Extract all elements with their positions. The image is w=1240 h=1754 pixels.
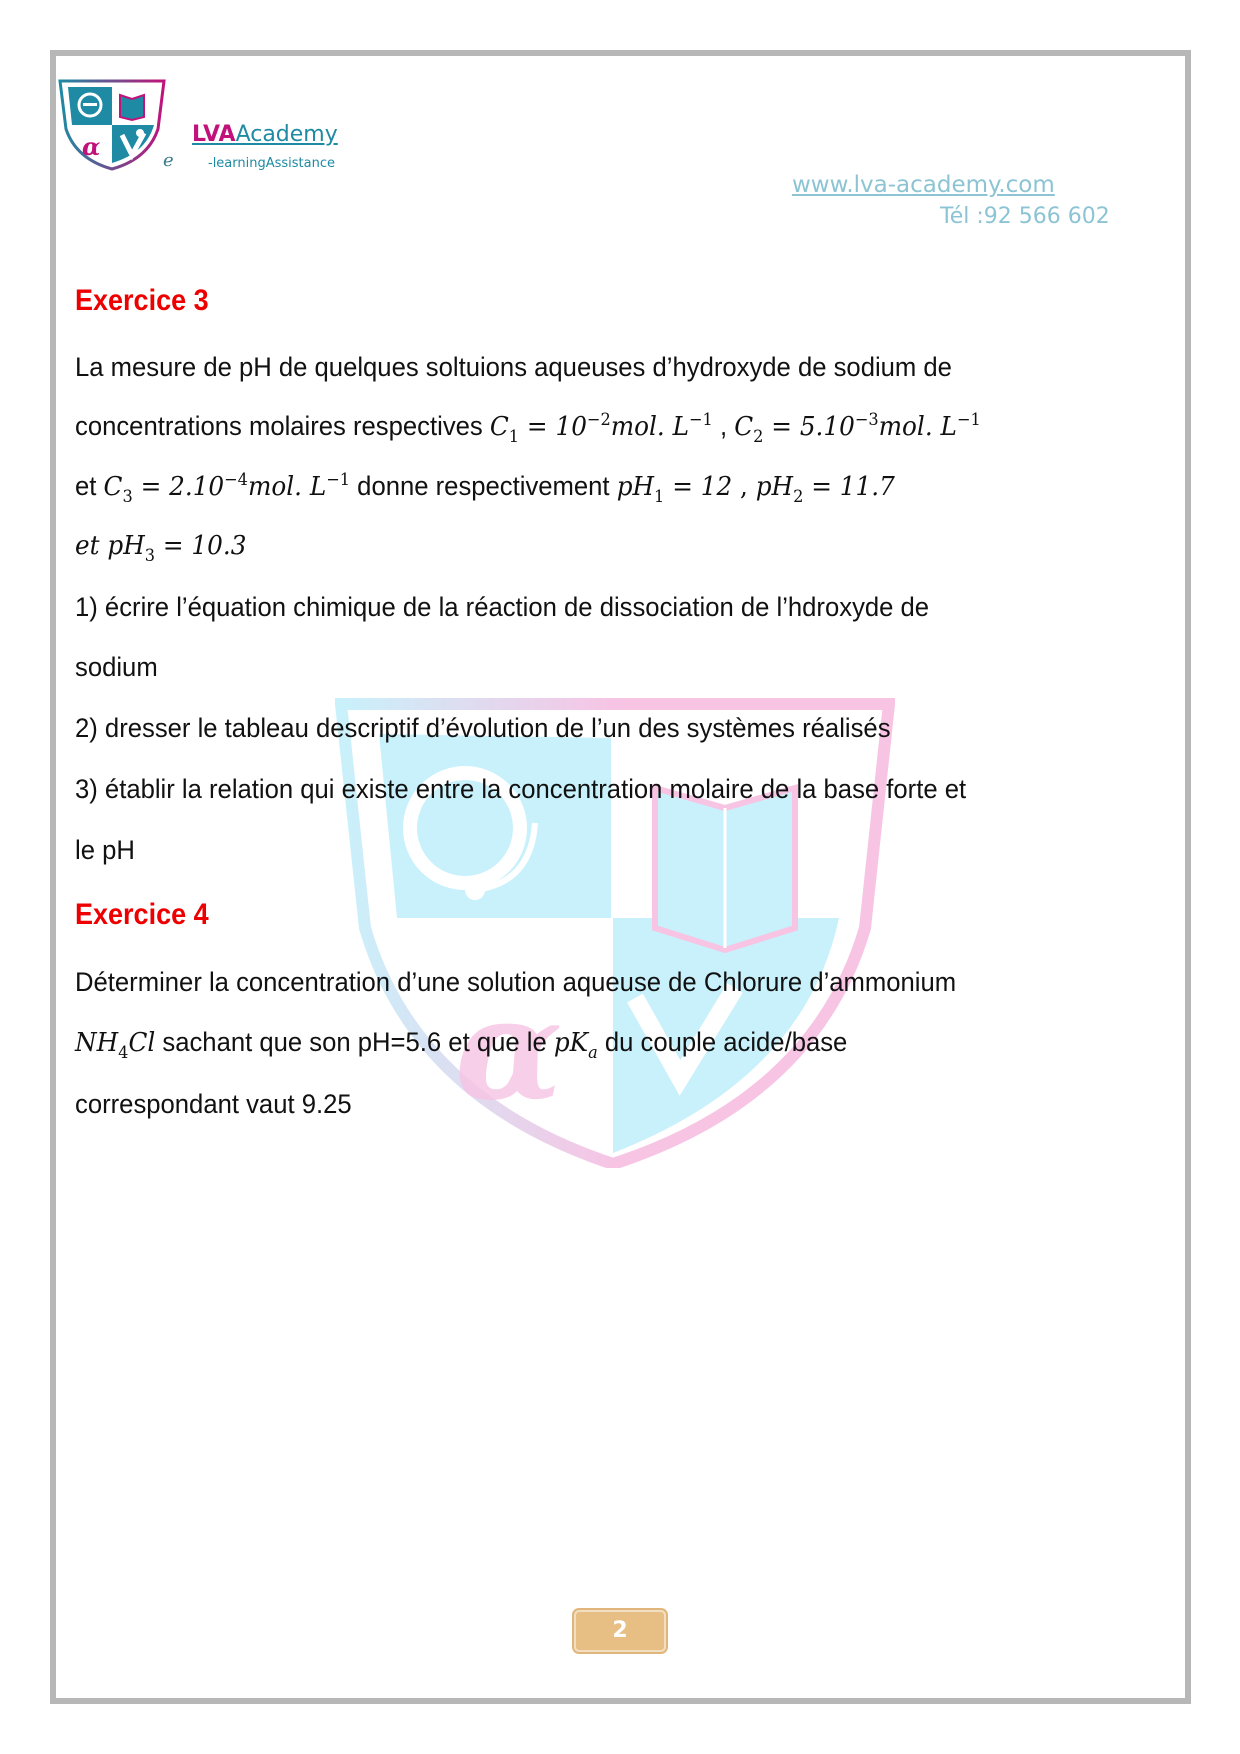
- shield-logo-icon: [58, 79, 166, 171]
- exercise-3-title: Exercice 3: [75, 284, 209, 317]
- question-3-line-2: le pH: [75, 835, 135, 865]
- svg-text:α: α: [455, 968, 563, 1132]
- website-link[interactable]: www.lva-academy.com: [792, 172, 1055, 198]
- math-pka: $pK_a$: [553, 1028, 598, 1063]
- exercise-3-line-3: [75, 470, 895, 507]
- math-ph1: $pH_1 = 12$: [616, 472, 733, 507]
- text-segment: et: [75, 471, 104, 501]
- math-nh4cl: $NH_4Cl$: [75, 1028, 156, 1063]
- text-segment: concentrations molaires respectives: [75, 411, 483, 441]
- text-segment: sachant que son pH=5.6 et que le: [155, 1027, 554, 1057]
- math-c2: $C_2 = 5.10^{-3}mol$. $L^{-1}$: [734, 410, 981, 447]
- text-segment: donne respectivement: [350, 471, 617, 501]
- brand-e-letter: e: [163, 150, 174, 171]
- exercise-4-line-1: Déterminer la concentration d’une solution aqueuse de Chlorure d’ammonium: [75, 967, 957, 997]
- brand-academy: Academy: [235, 122, 338, 147]
- separator: ,: [712, 411, 735, 441]
- math-c3: $C_3 = 2.10^{-4}mol$. $L^{-1}$: [103, 470, 351, 507]
- question-1-line-2: sodium: [75, 652, 158, 682]
- exercise-3-line-1: La mesure de pH de quelques soltuions aqueuses d’hydroxyde de sodium de: [75, 352, 952, 382]
- exercise-3-line-2: [75, 410, 981, 447]
- page-number-badge: 2: [574, 1610, 666, 1652]
- svg-text:α: α: [82, 132, 101, 161]
- question-1-line-1: 1) écrire l’équation chimique de la réaction de dissociation de l’hdroxyde de: [75, 592, 930, 622]
- exercise-4-line-2: [75, 1027, 847, 1063]
- math-ph3: et $pH_3 = 10.3$: [75, 531, 247, 566]
- separator: ,: [732, 472, 756, 502]
- phone-number: Tél :92 566 602: [940, 204, 1110, 229]
- shield-watermark-icon: [335, 698, 895, 1168]
- question-3-line-1: 3) établir la relation qui existe entre la concentration molaire de la base forte et: [75, 774, 967, 804]
- question-2: 2) dresser le tableau descriptif d’évolution de l’un des systèmes réalisés: [75, 713, 891, 743]
- exercise-4-line-3: correspondant vaut 9.25: [75, 1089, 352, 1119]
- math-c1: $C_1 = 10^{-2}mol$. $L^{-1}$: [489, 410, 713, 447]
- math-ph2: $pH_2 = 11.7$: [755, 472, 895, 507]
- exercise-3-line-4: [75, 530, 246, 566]
- brand-name: [192, 122, 338, 147]
- text-segment: du couple acide/base: [597, 1027, 848, 1057]
- exercise-4-title: Exercice 4: [75, 898, 209, 931]
- brand-tagline: -learningAssistance: [208, 156, 335, 171]
- brand-lva: LVA: [192, 122, 236, 147]
